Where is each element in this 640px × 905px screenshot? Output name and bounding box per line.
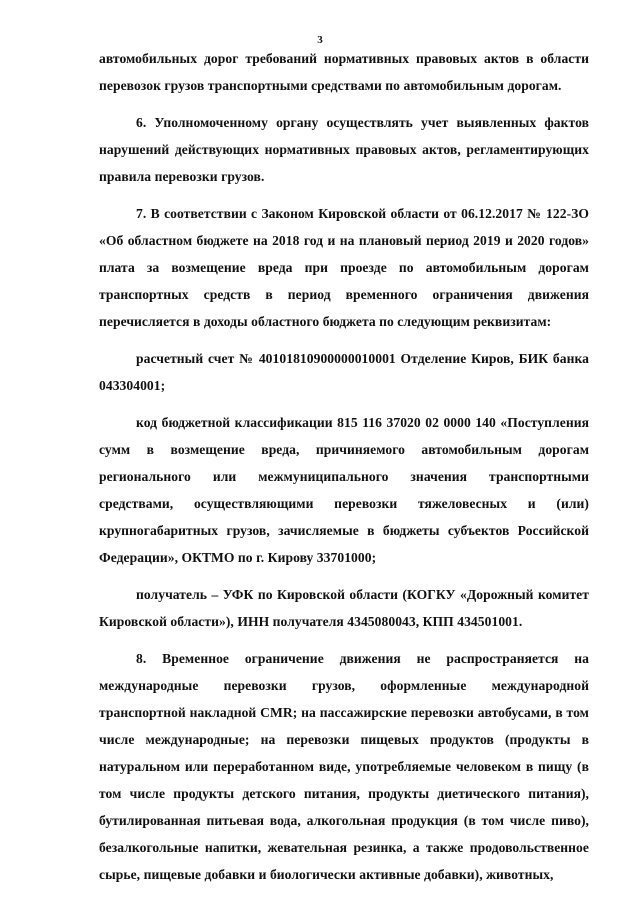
paragraph-continuation: автомобильных дорог требований нормативных правовых актов в области перевозок грузов транспортными средствами по автомобильным дорогам. [99, 51, 589, 93]
paragraph-item-8: 8. Временное ограничение движения не распространяется на международные перевозки грузов, оформленные международной транспортной накладной CMR; на пассажирские перевозки автобусами, в том числе международные; на перевозки пищевых продуктов (продукты в натуральном или переработанном виде, употребляемые человеком в пищу (в том числе продукты детского питания, продукты диетического питания), бутилированная питьевая вода, алкогольная продукция (в том числе пиво), безалкогольные напитки, жевательная резинка, а также продовольственное сырье, пищевые добавки и биологически активные добавки), животных, [99, 651, 589, 882]
paragraph-recipient: получатель – УФК по Кировской области (КОГКУ «Дорожный комитет Кировской области»), ИНН получателя 4345080043, КПП 434501001. [99, 587, 589, 629]
paragraph-item-6: 6. Уполномоченному органу осуществлять учет выявленных фактов нарушений действующих нормативных правовых актов, регламентирующих правила перевозки грузов. [99, 115, 589, 184]
paragraph-item-7: 7. В соответствии с Законом Кировской области от 06.12.2017 № 122-ЗО «Об областном бюджете на 2018 год и на плановый период 2019 и 2020 годов» плата за возмещение вреда при проезде по автомобильным дорогам транспортных средств в период временного ограничения движения перечисляется в доходы областного бюджета по следующим реквизитам: [99, 206, 589, 329]
paragraph-bank-account: расчетный счет № 40101810900000010001 Отделение Киров, БИК банка 043304001; [99, 351, 589, 393]
paragraph-budget-code: код бюджетной классификации 815 116 37020 02 0000 140 «Поступления сумм в возмещение вреда, причиняемого автомобильным дорогам регионального или межмуниципального значения транспортными средствами, осуществляющими перевозки тяжеловесных и (или) крупногабаритных грузов, зачисляемые в бюджеты субъектов Российской Федерации», ОКТМО по г. Кирову 33701000; [99, 415, 589, 565]
page-number: 3 [317, 34, 323, 46]
document-body [99, 45, 589, 888]
